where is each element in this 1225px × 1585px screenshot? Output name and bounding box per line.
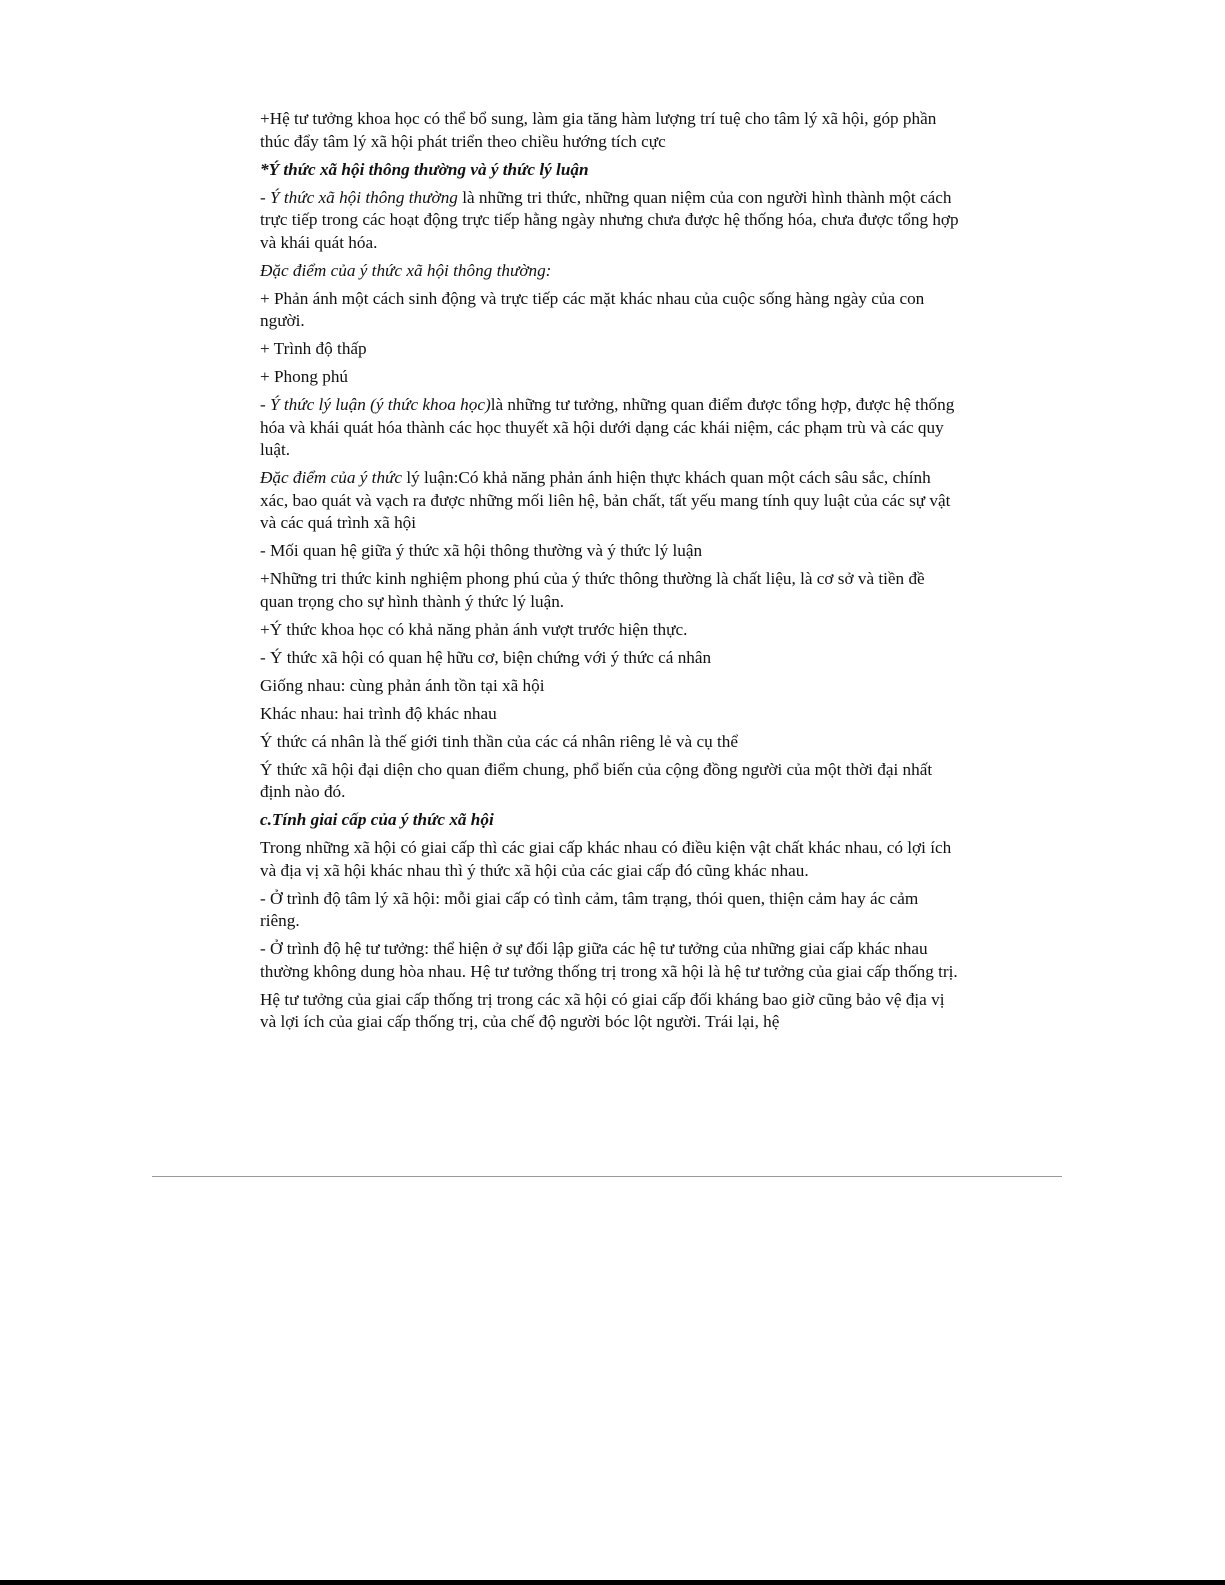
paragraph: [260, 467, 960, 535]
section-heading: *Ý thức xã hội thông thường và ý thức lý luận: [260, 159, 589, 179]
paragraph: - Ở trình độ hệ tư tưởng: thể hiện ở sự đối lập giữa các hệ tư tưởng của những giai cấp khác nhau thường không dung hòa nhau. Hệ tư tưởng thống trị trong xã hội là hệ tư tưởng của giai cấp thống trị.: [260, 939, 958, 981]
paragraph-text: là những tư tưởng, những quan điểm được tổng hợp, được hệ thống hóa và khái quát hóa thành các học thuyết xã hội dưới dạng các khái niệm, các phạm trù và các quy luật.: [260, 395, 955, 459]
paragraph: + Trình độ thấp: [260, 339, 367, 358]
paragraph-prefix: -: [260, 395, 271, 414]
paragraph-text: lý luận:Có khả năng phản ánh hiện thực khách quan một cách sâu sắc, chính xác, bao quát và vạch ra được những mối liên hệ, bản chất, tất yếu mang tính quy luật của các sự vật và các quá trình xã hội: [260, 468, 951, 532]
paragraph: +Hệ tư tưởng khoa học có thể bổ sung, làm gia tăng hàm lượng trí tuệ cho tâm lý xã hội, góp phần thúc đẩy tâm lý xã hội phát triển theo chiều hướng tích cực: [260, 109, 937, 151]
term-theoretical-consciousness: Ý thức lý luận (ý thức khoa học): [270, 395, 491, 414]
paragraph-text: là những tri thức, những quan niệm của con người hình thành một cách trực tiếp trong các hoạt động trực tiếp hằng ngày nhưng chưa được hệ thống hóa, chưa được tổng hợp và khái quát hóa.: [260, 187, 959, 252]
page-divider: [152, 1176, 1062, 1177]
paragraph: Ý thức cá nhân là thế giới tinh thần của các cá nhân riêng lẻ và cụ thể: [260, 731, 738, 751]
document-page-text: [260, 108, 960, 1039]
paragraph: +Những tri thức kinh nghiệm phong phú của ý thức thông thường là chất liệu, là cơ sở và tiền đề quan trọng cho sự hình thành ý thức lý luận.: [260, 569, 925, 611]
paragraph: - Ở trình độ tâm lý xã hội: mỗi giai cấp có tình cảm, tâm trạng, thói quen, thiện cảm hay ác cảm riêng.: [260, 888, 919, 930]
term-ordinary-consciousness: Ý thức xã hội thông thường: [270, 187, 458, 207]
paragraph: + Phong phú: [260, 367, 349, 386]
section-heading: c.Tính giai cấp của ý thức xã hội: [260, 810, 494, 829]
paragraph: [260, 187, 960, 255]
paragraph-subheading: Đặc điểm của ý thức xã hội thông thường:: [260, 260, 552, 280]
bottom-edge-bar: [0, 1580, 1225, 1585]
paragraph: +Ý thức khoa học có khả năng phản ánh vượt trước hiện thực.: [260, 619, 688, 639]
paragraph: + Phản ánh một cách sinh động và trực tiếp các mặt khác nhau của cuộc sống hàng ngày của con người.: [260, 288, 925, 330]
paragraph: Trong những xã hội có giai cấp thì các giai cấp khác nhau có điều kiện vật chất khác nhau, có lợi ích và địa vị xã hội khác nhau thì ý thức xã hội của các giai cấp đó cũng khác nhau.: [260, 838, 952, 880]
paragraph: Giống nhau: cùng phản ánh tồn tại xã hội: [260, 675, 545, 695]
paragraph: Khác nhau: hai trình độ khác nhau: [260, 703, 497, 723]
paragraph-prefix: -: [260, 187, 271, 207]
term-characteristics: Đặc điểm của ý thức: [260, 468, 403, 487]
paragraph: - Ý thức xã hội có quan hệ hữu cơ, biện chứng với ý thức cá nhân: [260, 647, 712, 667]
paragraph: Hệ tư tưởng của giai cấp thống trị trong các xã hội có giai cấp đối kháng bao giờ cũng bảo vệ địa vị và lợi ích của giai cấp thống trị, của chế độ người bóc lột người. Trái lại, hệ: [260, 989, 945, 1031]
paragraph: Ý thức xã hội đại diện cho quan điểm chung, phổ biến của cộng đồng người của một thời đại nhất định nào đó.: [260, 759, 933, 801]
paragraph: [260, 394, 960, 462]
paragraph: - Mối quan hệ giữa ý thức xã hội thông thường và ý thức lý luận: [260, 541, 703, 560]
